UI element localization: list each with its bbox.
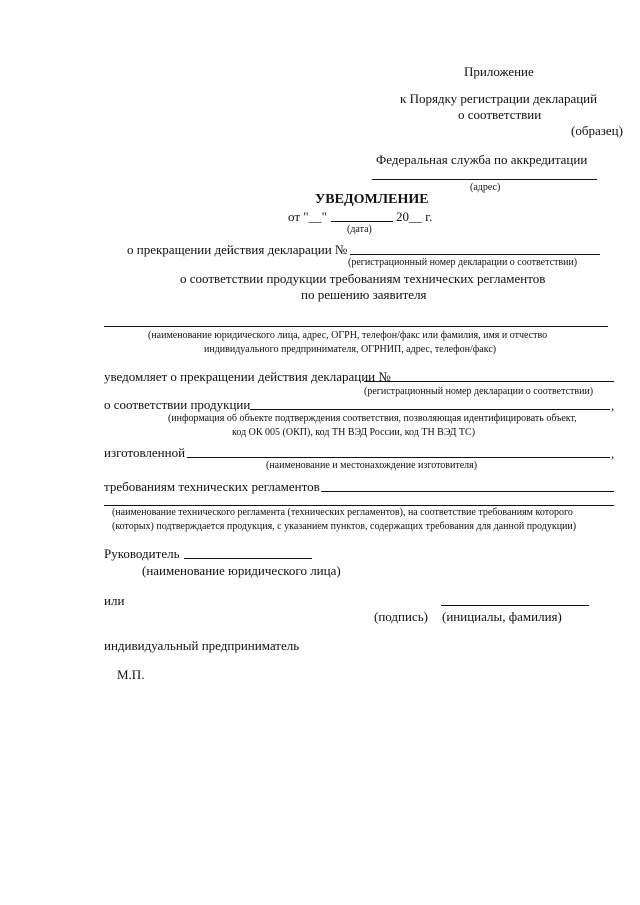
regulations-line-1[interactable] — [321, 491, 614, 492]
head-line[interactable] — [184, 558, 312, 559]
stamp-label: М.П. — [117, 667, 145, 682]
manufacturer-comma: , — [611, 446, 615, 461]
order-reference-cont: о соответствии — [458, 107, 542, 122]
date-caption: (дата) — [347, 224, 372, 235]
notify-number-caption: (регистрационный номер декларации о соответствии) — [364, 386, 594, 397]
head-label: Руководитель — [104, 546, 180, 561]
product-caption-2: код ОК 005 (ОКП), код ТН ВЭД России, код ТН ВЭД ТС) — [232, 427, 476, 438]
declaration-number-line[interactable] — [350, 254, 600, 255]
appendix-label: Приложение — [464, 64, 534, 79]
product-label: о соответствии продукции — [104, 397, 251, 412]
declaration-number-caption: (регистрационный номер декларации о соответствии) — [348, 257, 578, 268]
manufacturer-caption: (наименование и местонахождение изготовителя) — [266, 460, 478, 471]
regulations-caption-1: (наименование технического регламента (технических регламентов), на соответствие требованиям которого — [112, 507, 573, 518]
date-month-line[interactable] — [331, 221, 393, 222]
initials-line[interactable] — [441, 605, 589, 606]
signature-caption: (подпись) — [374, 609, 428, 624]
date-prefix: от "__" — [288, 209, 327, 224]
sample-label: (образец) — [571, 123, 623, 138]
or-label: или — [104, 593, 125, 608]
product-comma: , — [611, 398, 615, 413]
applicant-decision: по решению заявителя — [301, 287, 427, 302]
manufacturer-line[interactable] — [187, 457, 610, 458]
order-reference: к Порядку регистрации деклараций — [400, 91, 598, 106]
date-year: 20__ г. — [396, 209, 433, 224]
document-title: УВЕДОМЛЕНИЕ — [315, 192, 429, 207]
applicant-line[interactable] — [104, 326, 608, 327]
addressee-org: Федеральная служба по аккредитации — [376, 152, 588, 167]
entrepreneur-label: индивидуальный предприниматель — [104, 638, 300, 653]
product-line[interactable] — [250, 409, 610, 410]
regulations-caption-2: (которых) подтверждается продукция, с указанием пунктов, содержащих требования для данной продукции) — [112, 521, 577, 532]
termination-label: о прекращении действия декларации № — [127, 242, 348, 257]
address-line[interactable] — [372, 179, 597, 180]
regulations-label: требованиям технических регламентов — [104, 479, 320, 494]
applicant-caption-1: (наименование юридического лица, адрес, ОГРН, телефон/факс или фамилия, имя и отчество — [148, 330, 548, 341]
notify-label: уведомляет о прекращении действия декларации № — [104, 369, 391, 384]
regulations-line-2[interactable] — [104, 505, 614, 506]
manufactured-label: изготовленной — [104, 445, 186, 460]
notify-number-line[interactable] — [364, 381, 614, 382]
applicant-caption-2: индивидуального предпринимателя, ОГРНИП, адрес, телефон/факс) — [204, 344, 497, 355]
product-caption-1: (информация об объекте подтверждения соответствия, позволяющая идентифицировать объект, — [168, 413, 577, 424]
head-caption: (наименование юридического лица) — [142, 563, 341, 578]
initials-caption: (инициалы, фамилия) — [442, 609, 562, 624]
conformity-statement: о соответствии продукции требованиям технических регламентов — [180, 271, 546, 286]
address-caption: (адрес) — [470, 182, 501, 193]
